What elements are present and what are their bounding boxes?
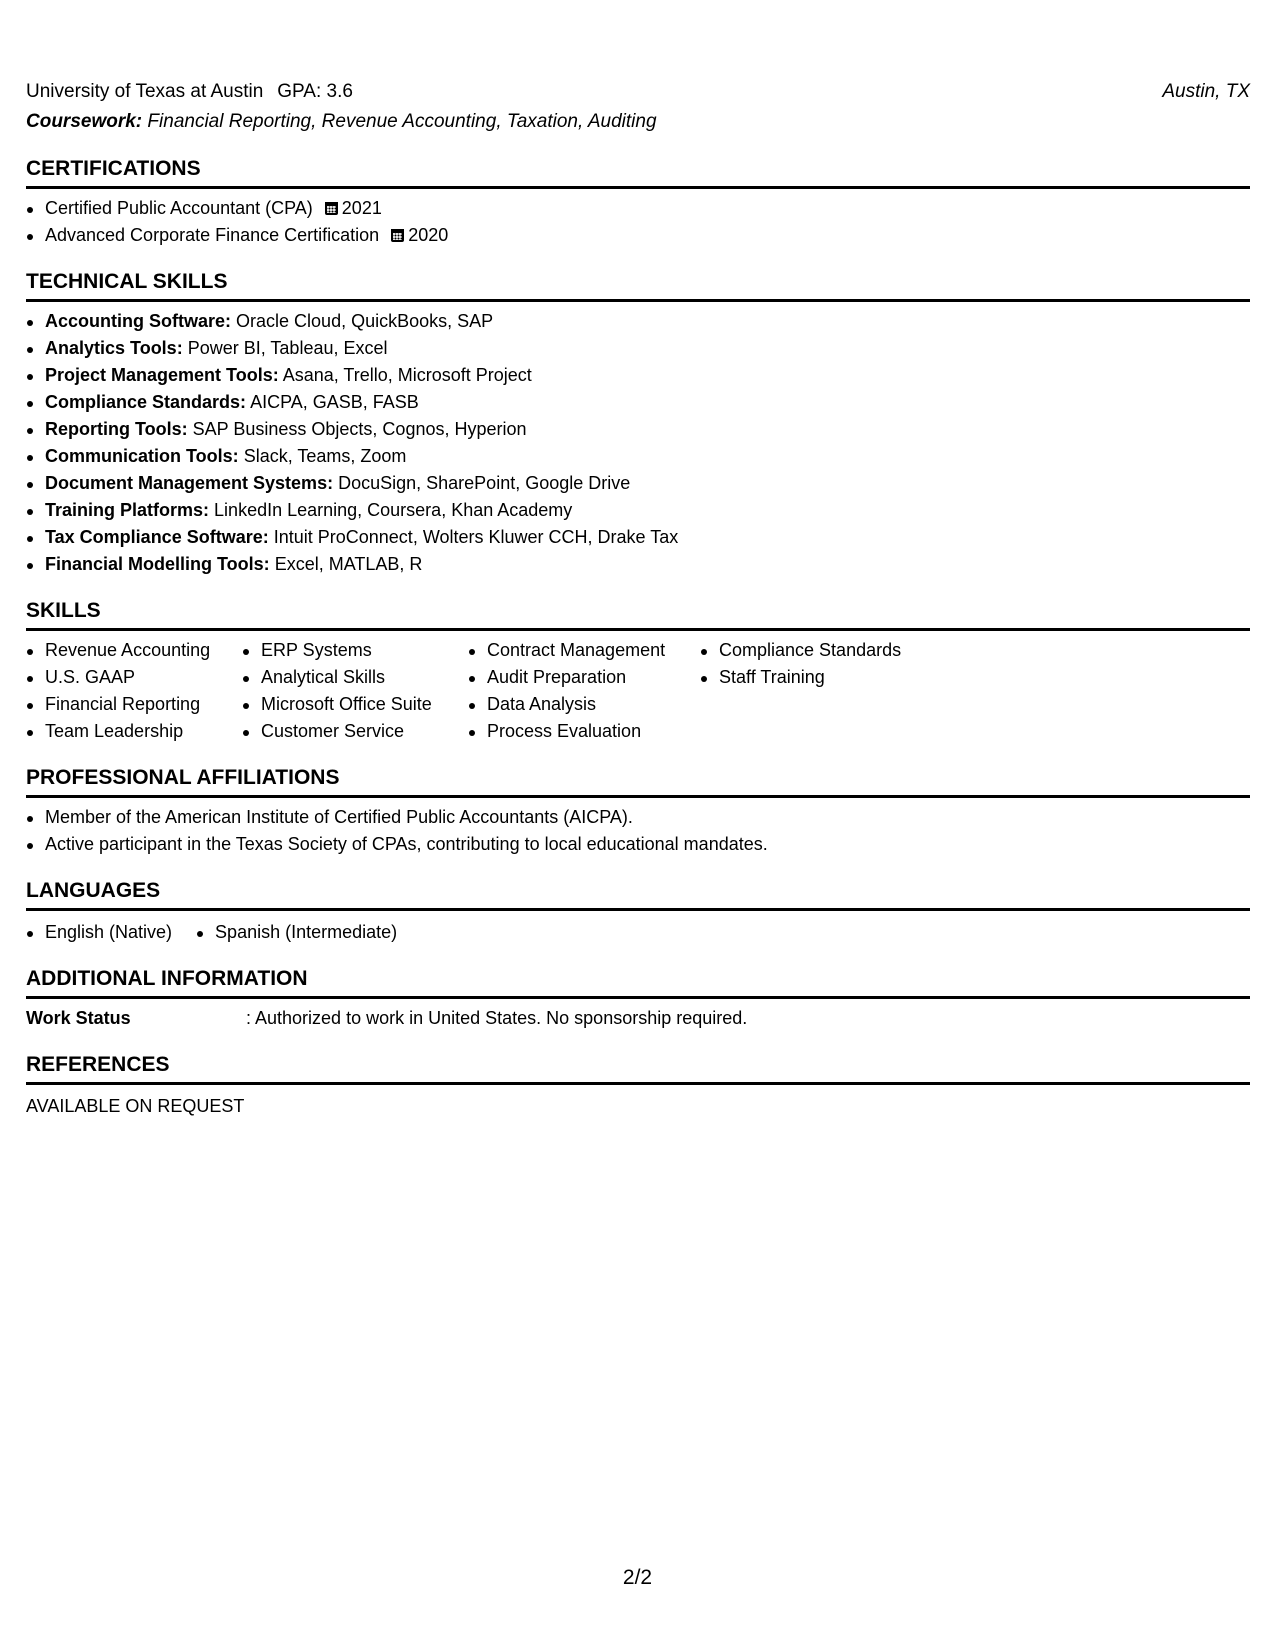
list-item: ERP Systems [242,637,468,664]
skill-category: Tax Compliance Software: [45,527,269,547]
list-item [26,389,1250,416]
list-item: Member of the American Institute of Certified Public Accountants (AICPA). [26,804,1250,831]
list-item [26,308,1250,335]
skills-column [468,637,700,745]
list-item: Customer Service [242,718,468,745]
list-item: Active participant in the Texas Society of CPAs, contributing to local educational mandates. [26,831,1250,858]
list-item [26,497,1250,524]
section-title-affiliations: PROFESSIONAL AFFILIATIONS [26,765,1250,798]
list-item [26,443,1250,470]
list-item: Staff Training [700,664,960,691]
coursework-label: Coursework: [26,111,143,132]
skill-values: Asana, Trello, Microsoft Project [282,365,532,385]
section-title-certifications: CERTIFICATIONS [26,156,1250,189]
education-location: Austin, TX [1162,81,1250,102]
certifications-list [26,195,1250,249]
skills-column [242,637,468,745]
section-title-technical-skills: TECHNICAL SKILLS [26,269,1250,302]
work-status-label: Work Status [26,1008,131,1028]
work-status-row [26,1005,1250,1032]
coursework-list: Financial Reporting, Revenue Accounting, Taxation, Auditing [147,111,657,132]
list-item [26,362,1250,389]
skill-category: Accounting Software: [45,311,232,331]
skill-values: AICPA, GASB, FASB [250,392,419,412]
list-item [26,335,1250,362]
list-item: Financial Reporting [26,691,242,718]
education-left [26,78,353,106]
list-item [26,524,1250,551]
page-number: 2/2 [622,1566,653,1589]
skill-category: Communication Tools: [45,446,239,466]
affiliations-list [26,804,1250,858]
skills-column [26,637,242,745]
list-item: U.S. GAAP [26,664,242,691]
list-item: Contract Management [468,637,700,664]
school-name: University of Texas at Austin [26,81,264,102]
work-status-value: : Authorized to work in United States. No sponsorship required. [246,1008,748,1028]
technical-skills-list [26,308,1250,578]
languages-list [26,919,1250,946]
list-item: Data Analysis [468,691,700,718]
skill-values: Oracle Cloud, QuickBooks, SAP [236,311,494,331]
list-item: Spanish (Intermediate) [196,919,397,946]
list-item [26,551,1250,578]
skill-category: Financial Modelling Tools: [45,554,270,574]
skills-grid [26,637,1250,745]
section-title-languages: LANGUAGES [26,878,1250,911]
skill-category: Reporting Tools: [45,419,188,439]
calendar-icon [391,229,404,242]
skills-column [700,637,960,745]
list-item: Microsoft Office Suite [242,691,468,718]
certification-name: Certified Public Accountant (CPA) [45,198,313,218]
skill-values: DocuSign, SharePoint, Google Drive [338,473,631,493]
section-title-references: REFERENCES [26,1052,1250,1085]
resume-page [26,78,1250,1120]
section-title-skills: SKILLS [26,598,1250,631]
list-item: Compliance Standards [700,637,960,664]
skill-category: Document Management Systems: [45,473,334,493]
skill-values: Excel, MATLAB, R [274,554,423,574]
skill-category: Compliance Standards: [45,392,247,412]
skill-values: SAP Business Objects, Cognos, Hyperion [192,419,527,439]
section-title-additional-information: ADDITIONAL INFORMATION [26,966,1250,999]
list-item [26,470,1250,497]
certification-year: 2020 [408,225,449,245]
list-item [26,195,1250,222]
skill-values: Intuit ProConnect, Wolters Kluwer CCH, Drake Tax [273,527,679,547]
skill-category: Training Platforms: [45,500,210,520]
skill-values: Power BI, Tableau, Excel [187,338,388,358]
list-item [26,222,1250,249]
references-text: AVAILABLE ON REQUEST [26,1096,245,1116]
list-item: Revenue Accounting [26,637,242,664]
list-item: Team Leadership [26,718,242,745]
skill-category: Analytics Tools: [45,338,183,358]
certification-year: 2021 [341,198,382,218]
skill-values: Slack, Teams, Zoom [243,446,407,466]
skill-category: Project Management Tools: [45,365,279,385]
list-item: Process Evaluation [468,718,700,745]
list-item: Analytical Skills [242,664,468,691]
list-item [26,416,1250,443]
education-row [26,78,1250,106]
gpa: GPA: 3.6 [277,81,353,102]
coursework [26,108,1250,136]
certification-name: Advanced Corporate Finance Certification [45,225,380,245]
list-item: Audit Preparation [468,664,700,691]
calendar-icon [325,202,338,215]
skill-values: LinkedIn Learning, Coursera, Khan Academy [214,500,573,520]
list-item: English (Native) [26,919,172,946]
